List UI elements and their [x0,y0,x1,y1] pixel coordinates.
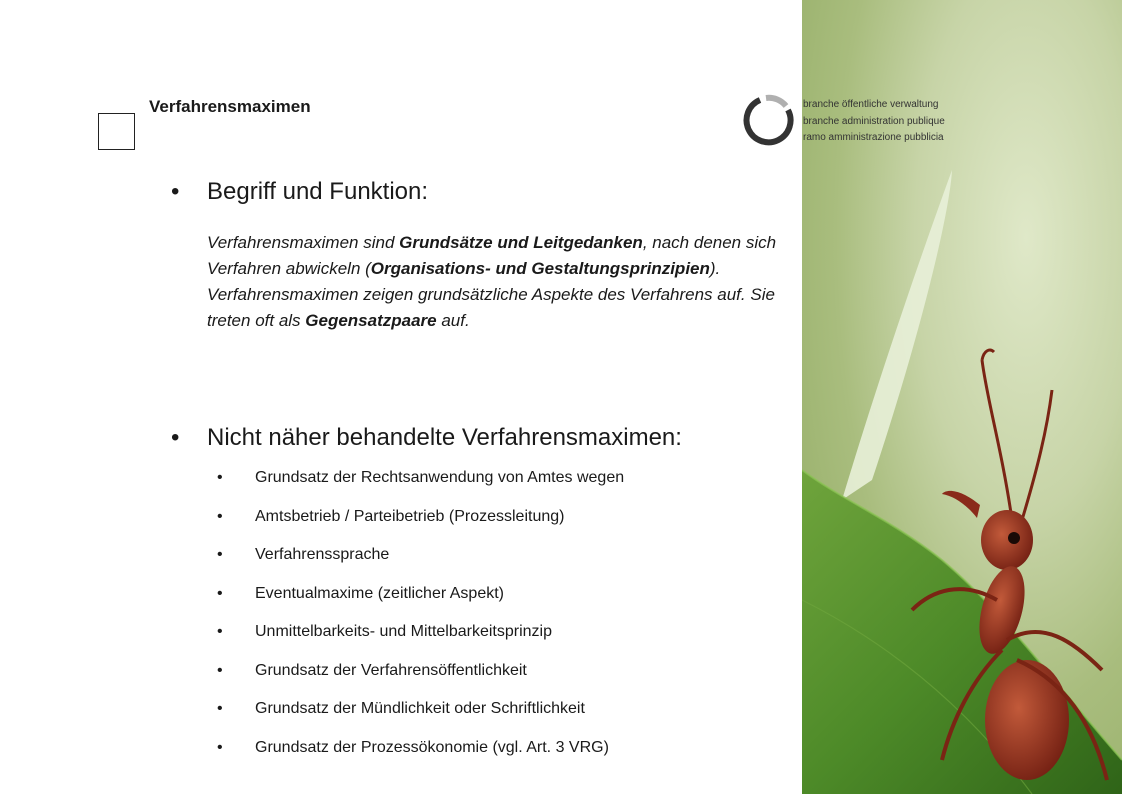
section-heading [171,424,682,452]
bullet: • [217,700,223,717]
list-item-text: Eventualmaxime (zeitlicher Aspekt) [255,584,504,602]
bullet: • [217,507,223,525]
logo-line: branche öffentliche verwaltung [803,99,939,110]
text-span: , nach denen sich Verfahren abwickeln ( [207,233,777,278]
list-item [217,584,795,624]
bullet: • [171,424,180,451]
text-span: Verfahrensmaximen sind [207,233,400,252]
logo-circle-icon [742,92,798,148]
list-item-text: Verfahrenssprache [255,546,390,563]
maxim-list [217,469,795,777]
logo-line: ramo amministrazione pubblicia [803,132,944,143]
bullet: • [217,546,223,563]
bullet: • [217,469,223,486]
ant-antenna [982,360,1012,520]
bold-text: Grundsätze und Leitgedanken [399,233,643,252]
ant-abdomen [985,660,1069,780]
logo-line: branche administration publique [803,115,945,127]
text-span: auf. [436,311,470,330]
section-heading [171,178,429,206]
slide-title: Verfahrensmaximen [149,97,311,116]
list-item-text: Grundsatz der Mündlichkeit oder Schriftlichkeit [255,700,585,717]
list-item-text: Unmittelbarkeits- und Mittelbarkeitsprinzip [255,623,552,640]
heading-text: Begriff und Funktion: [207,178,429,205]
list-item-text: Grundsatz der Prozessökonomie (vgl. Art. 3 VRG) [255,738,609,756]
list-item [217,546,795,585]
corner-box [98,113,135,150]
bullet: • [217,623,223,640]
heading-text: Nicht näher behandelte Verfahrensmaximen: [207,424,682,451]
list-item [217,623,795,662]
bullet: • [217,738,223,756]
list-item [217,700,795,739]
logo-text [803,97,1003,147]
bullet: • [217,661,223,679]
grass-blade [842,170,952,500]
definition-paragraph [207,230,787,334]
list-item [217,507,795,547]
bullet: • [171,178,180,205]
leaf [802,470,1122,794]
list-item [217,661,795,701]
list-item [217,469,795,508]
ant-head [981,510,1033,570]
list-item-text: Grundsatz der Rechtsanwendung von Amtes wegen [255,469,625,486]
list-item-text: Grundsatz der Verfahrensöffentlichkeit [255,661,527,679]
bold-text: Organisations- und Gestaltungsprinzipien [370,259,710,278]
list-item-text: Amtsbetrieb / Parteibetrieb (Prozessleitung) [255,507,565,525]
text-span: ). Verfahrensmaximen zeigen grundsätzliche Aspekte des Verfahrens auf. Sie treten oft als [207,259,775,330]
bold-text: Gegensatzpaare [305,311,437,330]
list-item [217,738,795,778]
bullet: • [217,584,223,602]
ant-antenna [1022,390,1052,520]
